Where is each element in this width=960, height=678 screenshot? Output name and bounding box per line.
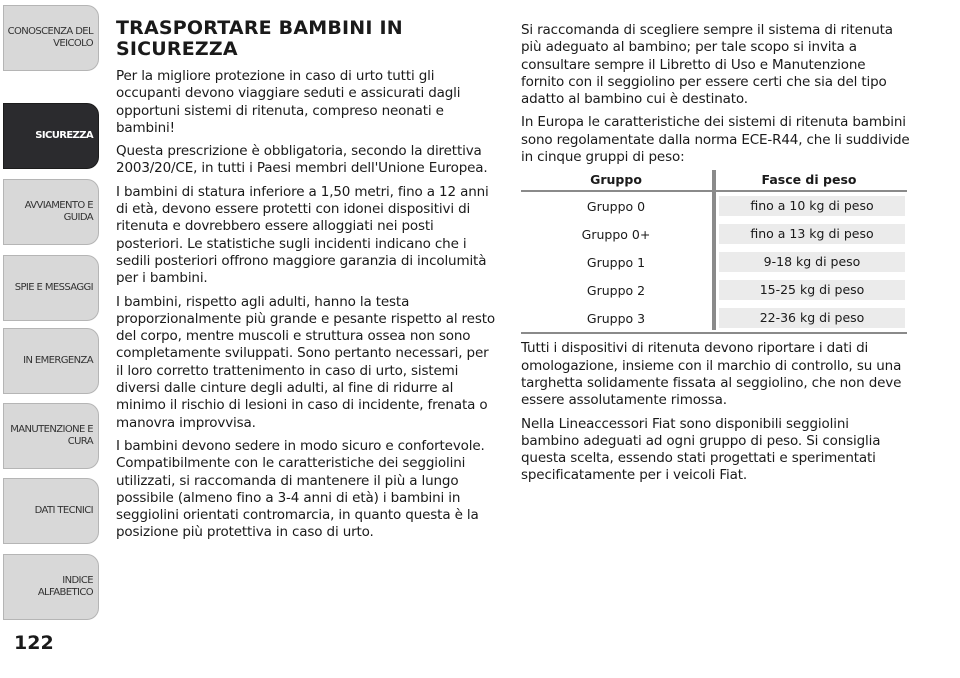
tab-dati-tecnici[interactable] xyxy=(3,478,99,544)
tab-label: SPIE E MESSAGGI xyxy=(14,282,93,293)
table-cell-peso: fino a 10 kg di peso xyxy=(719,196,905,216)
tab-avviamento-e-guida[interactable] xyxy=(3,179,99,245)
section-title: TRASPORTARE BAMBINI IN SICUREZZA xyxy=(116,17,403,60)
left-column xyxy=(116,18,496,548)
paragraph: Per la migliore protezione in caso di urto tutti gli occupanti devono viaggiare seduti e assicurati dagli opportuni sistemi di ritenuta, compreso neonati e bambini! xyxy=(116,68,461,136)
tab-manutenzione-e-cura[interactable] xyxy=(3,403,99,469)
tab-indice-alfabetico[interactable] xyxy=(3,554,99,620)
paragraph: I bambini di statura inferiore a 1,50 metri, fino a 12 anni di età, devono essere protetti con idonei dispositivi di ritenuta e dovrebbero essere alloggiati nei posti posteriori. Le statistiche sugli incidenti indicano che i sedili posteriori offrono maggiore garanzia di incolumità per i bambini. xyxy=(116,183,489,287)
tab-sicurezza[interactable] xyxy=(3,103,99,169)
table-cell-peso: fino a 13 kg di peso xyxy=(719,224,905,244)
tab-label: SICUREZZA xyxy=(35,130,93,141)
table-header-fasce-di-peso: Fasce di peso xyxy=(761,171,857,187)
tab-label: CONOSCENZA DEL VEICOLO xyxy=(7,26,93,49)
table-cell-gruppo: Gruppo 0+ xyxy=(581,226,651,242)
paragraph: Questa prescrizione è obbligatoria, secondo la direttiva 2003/20/CE, in tutti i Paesi membri dell'Unione Europea. xyxy=(116,143,488,177)
table-cell-peso: 9-18 kg di peso xyxy=(719,252,905,272)
tab-spie-e-messaggi[interactable] xyxy=(3,255,99,321)
tab-label: DATI TECNICI xyxy=(34,505,93,516)
table-cell-gruppo: Gruppo 1 xyxy=(586,254,646,270)
paragraph: I bambini devono sedere in modo sicuro e confortevole. Compatibilmente con le caratteristiche dei seggiolini utilizzati, si raccomanda di mantenere il più a lungo possibile (almeno fino a 3-4 anni di età) i bambini in seggiolini orientati contromarcia, in quanto questa è la posizione più protettiva in caso di urto. xyxy=(116,437,485,541)
weight-groups-table xyxy=(521,168,907,334)
chapter-sidebar xyxy=(0,0,100,678)
table-header-gruppo: Gruppo xyxy=(590,171,642,187)
paragraph: Tutti i dispositivi di ritenuta devono riportare i dati di omologazione, insieme con il marchio di controllo, su una targhetta solidamente fissata al seggiolino, che non deve essere assolutamente rimossa. xyxy=(521,340,902,409)
tab-label: INDICE ALFABETICO xyxy=(37,575,93,598)
tab-label: IN EMERGENZA xyxy=(23,355,93,366)
paragraph: In Europa le caratteristiche dei sistemi di ritenuta bambini sono regolamentate dalla norma ECE-R44, che li suddivide in cinque gruppi di peso: xyxy=(521,114,910,166)
table-cell-peso: 22-36 kg di peso xyxy=(719,308,905,328)
tab-label: MANUTENZIONE E CURA xyxy=(10,424,93,447)
tab-label: AVVIAMENTO E GUIDA xyxy=(24,200,93,223)
paragraph: Si raccomanda di scegliere sempre il sistema di ritenuta più adeguato al bambino; per tale scopo si invita a consultare sempre il Libretto di Uso e Manutenzione fornito con il seggiolino per essere certi che sia del tipo adatto al bambino cui è destinato. xyxy=(521,22,893,108)
table-cell-gruppo: Gruppo 3 xyxy=(586,310,646,326)
tab-in-emergenza[interactable] xyxy=(3,328,99,394)
table-cell-gruppo: Gruppo 2 xyxy=(586,282,646,298)
table-bottom-rule xyxy=(521,332,907,334)
paragraph: I bambini, rispetto agli adulti, hanno la testa proporzionalmente più grande e pesante rispetto al resto del corpo, mentre muscoli e struttura ossea non sono completamente sviluppati. Sono pertanto necessari, per il loro corretto trattenimento in caso di urto, sistemi diversi dalle cinture degli adulti, al fine di ridurre al minimo il rischio di lesioni in caso di incidente, frenata o manovra improvvisa. xyxy=(116,293,495,431)
page-number: 122 xyxy=(14,632,54,654)
table-cell-gruppo: Gruppo 0 xyxy=(586,198,646,214)
tab-conoscenza-del-veicolo[interactable] xyxy=(3,5,99,71)
table-cell-peso: 15-25 kg di peso xyxy=(719,280,905,300)
table-divider xyxy=(712,170,716,330)
paragraph: Nella Lineaccessori Fiat sono disponibili seggiolini bambino adeguati ad ogni gruppo di peso. Si consiglia questa scelta, essendo stati progettati e sperimentati specificatamente per i veicoli Fiat. xyxy=(521,415,881,484)
right-column xyxy=(521,22,911,491)
